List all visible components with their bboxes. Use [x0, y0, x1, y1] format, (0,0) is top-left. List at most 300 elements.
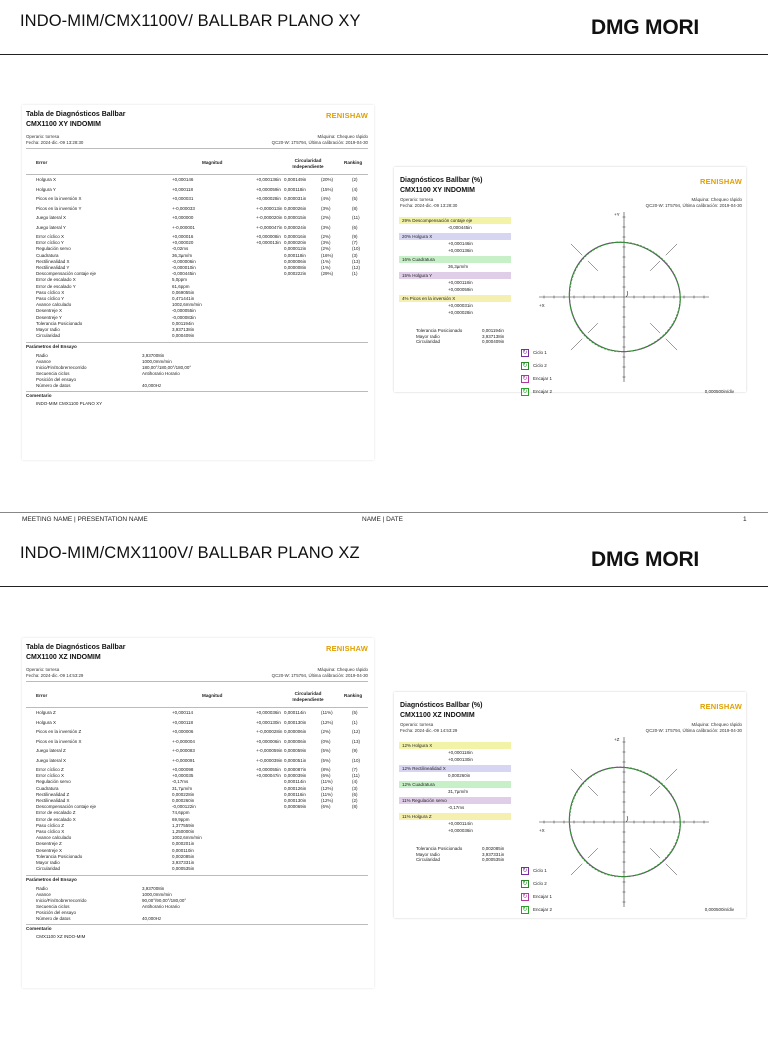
- diagnostics-table: [22, 638, 374, 988]
- diagnostics-plot: [394, 167, 746, 395]
- magnitude-a: -0,17ms: [172, 779, 189, 785]
- error-name: Juego lateral X: [36, 215, 67, 220]
- calibration-label: QC20-W: 1T5794, Última calibración: 2019-04-30: [271, 673, 368, 678]
- diag-bar: 20% Holgura X: [399, 233, 511, 240]
- circularity: 0,000020in: [284, 240, 307, 246]
- diagonal-marker: [571, 244, 582, 255]
- error-name: Desentreje X: [36, 847, 63, 853]
- error-name: Juego lateral X: [36, 757, 67, 763]
- summary-value: 0,000409in: [482, 339, 505, 344]
- magnitude-a: 0,000110in: [172, 847, 194, 853]
- circularity: 0,000016in: [284, 234, 307, 239]
- calibration-label: QC20-W: 1T5794, Última calibración: 2019-04-30: [271, 140, 368, 145]
- table-title: Tabla de Diagnósticos Ballbar: [26, 644, 126, 651]
- error-name: Rectilinealidad Z: [36, 791, 70, 797]
- diag-value: +0,000036in: [448, 828, 473, 833]
- error-name: Desentreje X: [36, 308, 63, 314]
- table-row: [26, 284, 368, 290]
- magnitude-b: +0,000013in: [256, 240, 281, 246]
- ranking: (1): [352, 271, 358, 277]
- summary-value: 3,937138in: [482, 333, 505, 339]
- ranking: (6): [352, 791, 358, 797]
- magnitude-b: +-0,000028in: [256, 729, 283, 734]
- header-magnitud: Magnitud: [202, 160, 223, 165]
- param-value: Antihorario Horario: [142, 371, 180, 377]
- ranking: (7): [352, 767, 358, 772]
- circularity-percent: (20%): [321, 177, 334, 182]
- diagonal-marker: [571, 864, 582, 875]
- table-row: [26, 786, 368, 792]
- circularity: 0,000116in: [284, 791, 306, 797]
- magnitude-a: +0,000016: [172, 234, 194, 239]
- legend-swatch: ↻: [522, 867, 528, 874]
- axis-label-x: +X: [539, 828, 545, 833]
- diag-machine-label: Máquina: Chequeo rápido: [691, 197, 742, 202]
- circularity-percent: (12%): [321, 798, 334, 803]
- param-value: 1000,0mm/min: [142, 359, 172, 365]
- circularity-percent: (2%): [321, 215, 331, 220]
- table-title: Tabla de Diagnósticos Ballbar: [26, 111, 126, 118]
- circularity-percent: (11%): [321, 779, 333, 785]
- table-row: [26, 234, 368, 240]
- circularity: 0,000012in: [284, 246, 307, 252]
- table-row: [26, 848, 368, 854]
- header-magnitud: Magnitud: [202, 693, 223, 698]
- table-row: [26, 748, 368, 754]
- circularity-percent: (12%): [321, 719, 334, 725]
- ranking: (4): [352, 186, 358, 192]
- table-row: [26, 767, 368, 773]
- table-row: [26, 792, 368, 798]
- circularity: 0,000149in: [284, 177, 307, 182]
- diag-bar: 16% Cuadratura: [399, 256, 511, 263]
- diag-value: +0,000114in: [448, 821, 473, 826]
- magnitude-a: 1,377559in: [172, 822, 195, 828]
- circularity-percent: (1%): [321, 265, 331, 270]
- legend-label: Ciclo 1: [533, 867, 547, 873]
- param-row: [26, 383, 368, 389]
- circularity-percent: (15%): [321, 186, 334, 192]
- circularity-percent: (3%): [321, 224, 331, 230]
- params-title: Parámetros del Ensayo: [26, 344, 77, 350]
- param-name: Posición del ensayo: [36, 377, 77, 383]
- magnitude-b: +-0,000059in: [256, 748, 283, 753]
- table-row: [26, 296, 368, 302]
- magnitude-a: +-0,000004: [172, 738, 195, 744]
- table-row: [26, 246, 368, 252]
- header-error: Error: [36, 160, 48, 165]
- diagonal-marker: [650, 786, 660, 796]
- param-name: Radio: [36, 886, 48, 892]
- date-label: Fecha: 2024-dic.-09 13:28:30: [26, 140, 84, 145]
- error-name: Error de escalado Z: [36, 810, 76, 816]
- header-rule: [26, 148, 368, 149]
- error-name: Tolerancia Posicionado: [36, 320, 83, 326]
- circularity: 0,000114in: [284, 710, 306, 715]
- table-row: [26, 810, 368, 816]
- error-name: Picos en la inversión X: [36, 196, 82, 201]
- circularity-percent: (6%): [321, 804, 331, 810]
- title-divider: [0, 54, 768, 55]
- diag-date: Fecha: 2024-dic.-09 14:53:29: [400, 728, 458, 733]
- diag-title: Diagnósticos Ballbar (%): [400, 177, 483, 184]
- param-name: Secuencia ciclos: [36, 371, 70, 377]
- diag-calibration: QC20-W: 1T5794, Última calibración: 2019-04-30: [645, 203, 742, 208]
- diag-machine: CMX1100 XZ INDOMIM: [400, 712, 475, 719]
- error-name: Cuadratura: [36, 785, 59, 791]
- magnitude-a: +0,000020: [172, 240, 194, 246]
- magnitude-b: +0,000136in: [256, 177, 281, 182]
- circularity-percent: (4%): [321, 196, 331, 201]
- param-value: 1000,0mm/min: [142, 892, 172, 898]
- circularity-percent: (11%): [321, 791, 333, 797]
- param-value: 40,000Hz: [142, 916, 162, 922]
- machine-label: Máquina: Chequeo rápido: [317, 134, 368, 139]
- magnitude-a: +-0,000083: [172, 748, 195, 753]
- magnitude-a: 1002,6mm/min: [172, 835, 202, 841]
- table-row: [26, 333, 368, 339]
- scale-label: 0,000500in/div: [704, 388, 734, 394]
- table-row: [26, 779, 368, 785]
- error-name: Holgura X: [36, 719, 57, 725]
- table-row: [26, 835, 368, 841]
- header-circularidad: Circularidad Independiente: [292, 691, 324, 702]
- magnitude-a: +0,000118: [172, 186, 194, 192]
- table-row: [26, 804, 368, 810]
- slide-2: [0, 532, 768, 1044]
- error-name: Rectilinealidad X: [36, 258, 70, 264]
- circularity: 0,000118in: [284, 252, 306, 258]
- magnitude-a: 0,471441in: [172, 296, 195, 301]
- table-row: [26, 196, 368, 202]
- table-row: [26, 253, 368, 259]
- error-name: Rectilinealidad Y: [36, 265, 70, 270]
- error-name: Desentreje Y: [36, 314, 62, 320]
- summary-value: 3,937331in: [482, 851, 505, 857]
- table-row: [26, 206, 368, 212]
- circularity: 0,000006in: [284, 258, 307, 264]
- summary-value: 0,000535in: [482, 857, 505, 862]
- magnitude-a: 0,000201in: [172, 841, 195, 847]
- error-name: Picos en la inversión Z: [36, 729, 82, 734]
- diagnostics-plot: [394, 692, 746, 918]
- ranking: (10): [352, 757, 361, 763]
- param-value: 3,937008in: [142, 353, 165, 359]
- circularity-percent: (6%): [321, 773, 331, 779]
- diag-value: +0,000028in: [448, 310, 473, 315]
- magnitude-b: +0,000059in: [256, 186, 281, 192]
- param-value: 3,937008in: [142, 886, 165, 892]
- header-rule: [26, 681, 368, 682]
- magnitude-a: -0,000083in: [172, 314, 196, 320]
- diagonal-marker: [650, 261, 660, 271]
- error-name: Error cíclico Z: [36, 767, 64, 772]
- diagonal-marker: [666, 864, 677, 875]
- table-row: [26, 829, 368, 835]
- summary-name: Mayor radio: [416, 851, 440, 857]
- magnitude-b: +-0,000013in: [256, 205, 283, 211]
- circularity: 0,000114in: [284, 779, 306, 785]
- circularity-percent: (5%): [321, 757, 331, 763]
- ranking: (12): [352, 729, 361, 734]
- legend-swatch: ↻: [522, 349, 528, 356]
- renishaw-logo: RENISHAW: [699, 177, 742, 186]
- header-bottom-rule: [26, 707, 368, 708]
- summary-value: 0,001194in: [482, 328, 504, 333]
- table-row: [26, 798, 368, 804]
- error-name: Holgura X: [36, 177, 57, 182]
- magnitude-a: +-0,000001: [172, 224, 195, 230]
- diagonal-marker: [571, 339, 582, 350]
- table-row: [26, 277, 368, 283]
- ranking: (3): [352, 252, 358, 258]
- table-row: [26, 290, 368, 296]
- direction-arrow: [626, 816, 628, 822]
- legend-swatch: ↻: [522, 906, 528, 913]
- diag-bar: 15% Holgura Y: [399, 272, 511, 279]
- diag-machine: CMX1100 XY INDOMIM: [400, 187, 475, 194]
- circularity: 0,000015in: [284, 215, 307, 220]
- error-name: Error de escalado X: [36, 277, 76, 283]
- circularity-percent: (8%): [321, 767, 331, 772]
- ranking: (3): [352, 785, 358, 791]
- diag-machine-label: Máquina: Chequeo rápido: [691, 722, 742, 727]
- magnitude-a: -0,000055in: [172, 308, 196, 314]
- param-name: Secuencia ciclos: [36, 904, 70, 910]
- param-name: Radio: [36, 353, 48, 359]
- summary-name: Circularidad: [416, 857, 441, 862]
- renishaw-logo: RENISHAW: [325, 644, 368, 653]
- legend-label: Encajar 1: [533, 893, 553, 899]
- table-row: [26, 240, 368, 246]
- magnitude-a: 36,3µm/m: [172, 252, 193, 258]
- magnitude-a: +-0,000091: [172, 757, 195, 763]
- diag-date: Fecha: 2024-dic.-09 13:28:30: [400, 203, 458, 208]
- scale-label: 0,000500in/div: [704, 906, 734, 912]
- table-row: [26, 315, 368, 321]
- magnitude-a: -0,02ms: [172, 246, 189, 252]
- error-name: Error de escalado X: [36, 816, 76, 822]
- magnitude-a: 0,000535in: [172, 866, 195, 872]
- table-row: [26, 215, 368, 221]
- magnitude-b: +0,000028in: [256, 196, 281, 201]
- diagonal-marker: [571, 769, 582, 780]
- legend-label: Ciclo 2: [533, 880, 547, 886]
- diag-value: +0,000118in: [448, 280, 473, 285]
- circularity: 0,000026in: [284, 205, 307, 211]
- header-ranking: Ranking: [344, 160, 363, 165]
- table-row: [26, 710, 368, 716]
- circularity: 0,000130in: [284, 719, 307, 725]
- comment-text: INDO-MIM CMX1100 PLANO XY: [36, 401, 103, 407]
- error-name: Circularidad: [36, 866, 61, 872]
- params-title: Parámetros del Ensayo: [26, 877, 77, 883]
- param-name: Posición del ensayo: [36, 910, 77, 916]
- machine-name: CMX1100 XZ INDOMIM: [26, 654, 101, 661]
- ranking: (5): [352, 710, 358, 715]
- table-row: [26, 854, 368, 860]
- slide-separator: [0, 512, 768, 513]
- summary-name: Tolerancia Posicionado: [416, 328, 463, 333]
- legend-label: Ciclo 1: [533, 349, 547, 355]
- error-name: Cuadratura: [36, 252, 59, 258]
- magnitude-a: +0,000035: [172, 773, 194, 779]
- diag-bar: 12% Holgura X: [399, 742, 511, 749]
- axis-label-vertical: +Y: [614, 212, 620, 217]
- magnitude-a: +0,000006: [172, 729, 194, 734]
- diag-bar: 29% Descompensación contaje eje: [399, 217, 511, 224]
- magnitude-b: +0,000130in: [256, 719, 281, 725]
- ranking: (2): [352, 177, 358, 182]
- header-circularidad: Circularidad Independiente: [292, 158, 324, 169]
- magnitude-a: +0,000118: [172, 719, 194, 725]
- param-name: Avance: [36, 359, 51, 365]
- diagonal-marker: [650, 848, 660, 858]
- table-row: [26, 177, 368, 183]
- table-row: [26, 729, 368, 735]
- magnitude-a: 0,000409in: [172, 333, 195, 339]
- magnitude-a: +0,000000: [172, 215, 194, 220]
- diag-value: 0,000260in: [448, 773, 471, 778]
- ranking: (9): [352, 748, 358, 753]
- error-name: Error cíclico Y: [36, 240, 64, 246]
- legend-swatch: ↻: [522, 893, 528, 900]
- diag-operator: Operario: torresa: [400, 197, 434, 202]
- magnitude-a: 0,000228in: [172, 791, 195, 797]
- diag-bar: 12% Cuadratura: [399, 781, 511, 788]
- date-label: Fecha: 2024-dic.-09 14:53:29: [26, 673, 84, 678]
- diag-value: 36,3µm/m: [448, 264, 469, 269]
- circularity-percent: (3%): [321, 205, 331, 211]
- table-row: [26, 758, 368, 764]
- table-row: [26, 720, 368, 726]
- error-name: Paso cíclico X: [36, 289, 65, 295]
- magnitude-a: -0,000122in: [172, 804, 196, 810]
- circularity: 0,000039in: [284, 773, 307, 779]
- error-name: Avance calculado: [36, 302, 72, 308]
- params-rule: [26, 342, 368, 343]
- header-ranking: Ranking: [344, 693, 363, 698]
- diagonal-marker: [588, 786, 598, 796]
- comment-rule: [26, 391, 368, 392]
- axis-label-x: +X: [539, 303, 545, 308]
- ranking: (9): [352, 234, 358, 239]
- circularity: 0,000059in: [284, 748, 307, 753]
- diagonal-marker: [666, 339, 677, 350]
- error-name: Error cíclico X: [36, 773, 65, 779]
- direction-arrow: [626, 291, 628, 297]
- circularity-percent: (16%): [321, 252, 334, 258]
- diagonal-marker: [588, 261, 598, 271]
- title-divider: [0, 586, 768, 587]
- table-row: [26, 302, 368, 308]
- footer-page-number: 1: [743, 516, 747, 523]
- error-name: Paso cíclico Y: [36, 296, 65, 301]
- circularity: 0,000126in: [284, 785, 307, 791]
- magnitude-b: +-0,000020in: [256, 215, 283, 220]
- circularity: 0,000222in: [284, 271, 307, 277]
- magnitude-a: 5,0ppm: [172, 277, 188, 283]
- diag-value: -0,17ms: [448, 805, 465, 810]
- table-row: [26, 321, 368, 327]
- circularity-percent: (2%): [321, 246, 331, 252]
- ranking: (5): [352, 196, 358, 201]
- ranking: (11): [352, 773, 360, 779]
- magnitude-a: 0,069055in: [172, 289, 195, 295]
- param-name: Número de datos: [36, 916, 71, 922]
- magnitude-a: +0,000146: [172, 177, 194, 182]
- magnitude-a: +0,000114: [172, 710, 194, 715]
- magnitude-a: 0,001194in: [172, 320, 194, 326]
- error-name: Holgura Y: [36, 186, 56, 192]
- diag-bar: 12% Rectilinealidad X: [399, 765, 511, 772]
- diag-bar: 11% Holgura Z: [399, 813, 511, 820]
- operator-label: Operario: torresa: [26, 134, 60, 139]
- error-name: Error de escalado Y: [36, 283, 76, 289]
- diagonal-marker: [666, 244, 677, 255]
- ranking: (7): [352, 240, 358, 246]
- table-row: [26, 308, 368, 314]
- ranking: (13): [352, 258, 361, 264]
- circularity: 0,000118in: [284, 186, 306, 192]
- comment-rule: [26, 924, 368, 925]
- circularity-percent: (5%): [321, 748, 331, 753]
- param-name: Avance: [36, 892, 51, 898]
- magnitude-a: +0,000098: [172, 767, 194, 772]
- circularity: 0,000087in: [284, 767, 307, 772]
- table-row: [26, 841, 368, 847]
- table-row: [26, 817, 368, 823]
- circularity-percent: (29%): [321, 271, 334, 277]
- diag-value: +0,000031in: [448, 303, 473, 308]
- error-name: Tolerancia Posicionado: [36, 853, 83, 859]
- diag-value: +0,000118in: [448, 750, 473, 755]
- diag-operator: Operario: torresa: [400, 722, 434, 727]
- circularity-percent: (12%): [321, 785, 334, 791]
- diag-value: +0,000059in: [448, 287, 473, 292]
- error-name: Error cíclico X: [36, 234, 65, 239]
- table-row: [26, 739, 368, 745]
- circularity-percent: (0%): [321, 738, 331, 744]
- ranking: (12): [352, 265, 361, 270]
- error-name: Picos en la inversión Y: [36, 205, 82, 211]
- circularity-percent: (11%): [321, 710, 333, 715]
- error-name: Rectilinealidad X: [36, 798, 70, 803]
- comment-title: Comentario: [26, 926, 52, 932]
- operator-label: Operario: torresa: [26, 667, 60, 672]
- legend-label: Encajar 1: [533, 375, 553, 381]
- error-name: Picos en la inversión X: [36, 738, 82, 744]
- table-row: [26, 187, 368, 193]
- magnitude-b: +0,000008in: [256, 234, 281, 239]
- footer-name-date: NAME | DATE: [362, 516, 403, 523]
- comment-title: Comentario: [26, 393, 52, 399]
- ranking: (8): [352, 205, 358, 211]
- magnitude-b: +0,000036in: [256, 710, 281, 715]
- ranking: (11): [352, 215, 360, 220]
- circularity: 0,000031in: [284, 196, 307, 201]
- summary-name: Tolerancia Posicionado: [416, 846, 463, 851]
- magnitude-a: 3,937138in: [172, 327, 195, 332]
- circularity: 0,000051in: [284, 757, 307, 763]
- axis-label-vertical: +Z: [614, 737, 620, 742]
- diag-value: +0,000146in: [448, 241, 473, 246]
- header-bottom-rule: [26, 174, 368, 175]
- magnitude-b: +0,000047in: [256, 773, 281, 779]
- diag-value: -0,000445in: [448, 225, 472, 230]
- magnitude-a: 1002,6mm/min: [172, 302, 202, 308]
- param-value: 40,000Hz: [142, 383, 162, 389]
